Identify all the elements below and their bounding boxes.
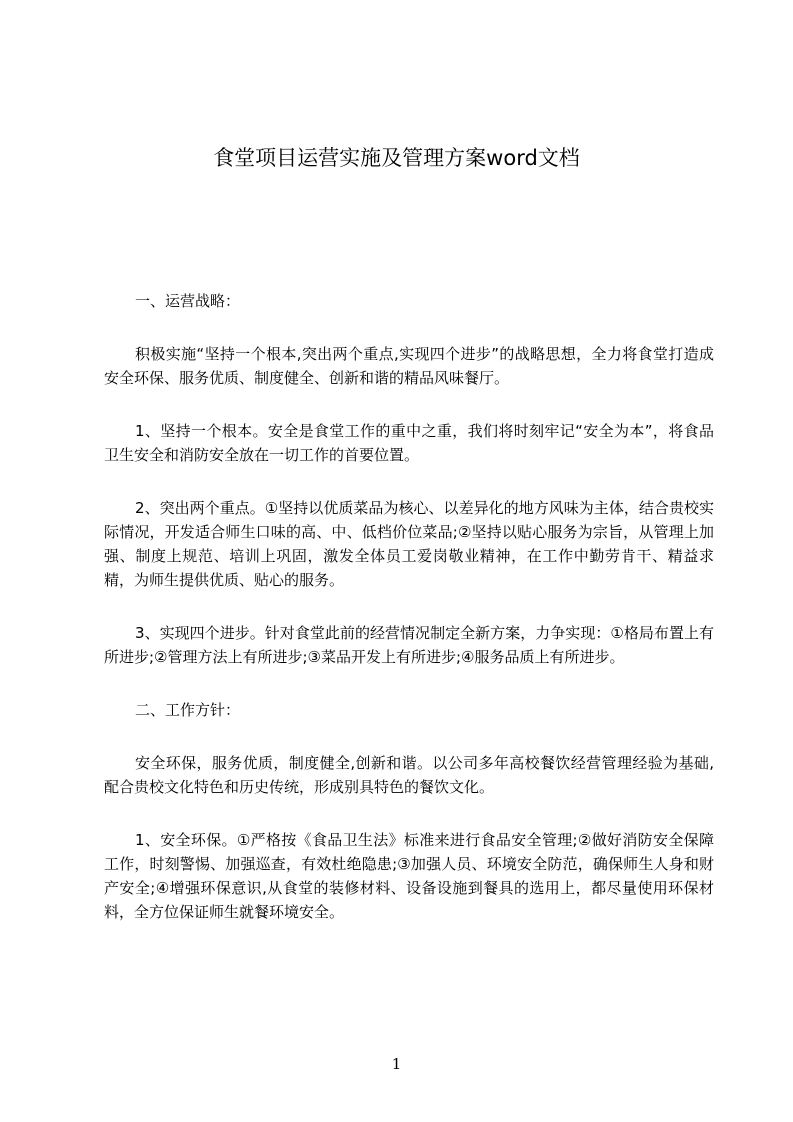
document-title: 食堂项目运营实施及管理方案word文档 — [213, 146, 580, 170]
paragraph-strategy-item-3: 3、实现四个进步。针对食堂此前的经营情况制定全新方案，力争实现：①格局布置上有所进步;②管理方法上有所进步;③菜品开发上有所进步;④服务品质上有所进步。 — [104, 624, 714, 666]
document-body — [104, 289, 714, 924]
section-heading-operation-strategy: 一、运营战略： — [135, 292, 241, 310]
section-heading-work-policy: 二、工作方针： — [135, 701, 241, 719]
paragraph-policy-item-1: 1、安全环保。①严格按《食品卫生法》标准来进行食品安全管理;②做好消防安全保障工作，时刻警惕、加强巡查，有效杜绝隐患;③加强人员、环境安全防范，确保师生人身和财产安全;④增强环保意识,从食堂的装修材料、设备设施到餐具的选用上，都尽量使用环保材料，全方位保证师生就餐环境安全。 — [104, 831, 714, 921]
paragraph-policy-intro: 安全环保，服务优质，制度健全,创新和谐。以公司多年高校餐饮经营管理经验为基础,配合贵校文化特色和历史传统，形成别具特色的餐饮文化。 — [104, 754, 714, 796]
paragraph-strategy-item-1: 1、坚持一个根本。安全是食堂工作的重中之重，我们将时刻牢记“安全为本”，将食品卫生安全和消防安全放在一切工作的首要位置。 — [104, 422, 714, 464]
paragraph-strategy-item-2: 2、突出两个重点。①坚持以优质菜品为核心、以差异化的地方风味为主体，结合贵校实际情况，开发适合师生口味的高、中、低档价位菜品;②坚持以贴心服务为宗旨，从管理上加强、制度上规范、培训上巩固，激发全体员工爱岗敬业精神，在工作中勤劳肯干、精益求精，为师生提供优质、贴心的服务。 — [104, 499, 714, 589]
paragraph-strategy-intro: 积极实施“坚持一个根本,突出两个重点,实现四个进步”的战略思想，全力将食堂打造成安全环保、服务优质、制度健全、创新和谐的精品风味餐厅。 — [104, 345, 714, 387]
page-number: 1 — [391, 1055, 402, 1073]
